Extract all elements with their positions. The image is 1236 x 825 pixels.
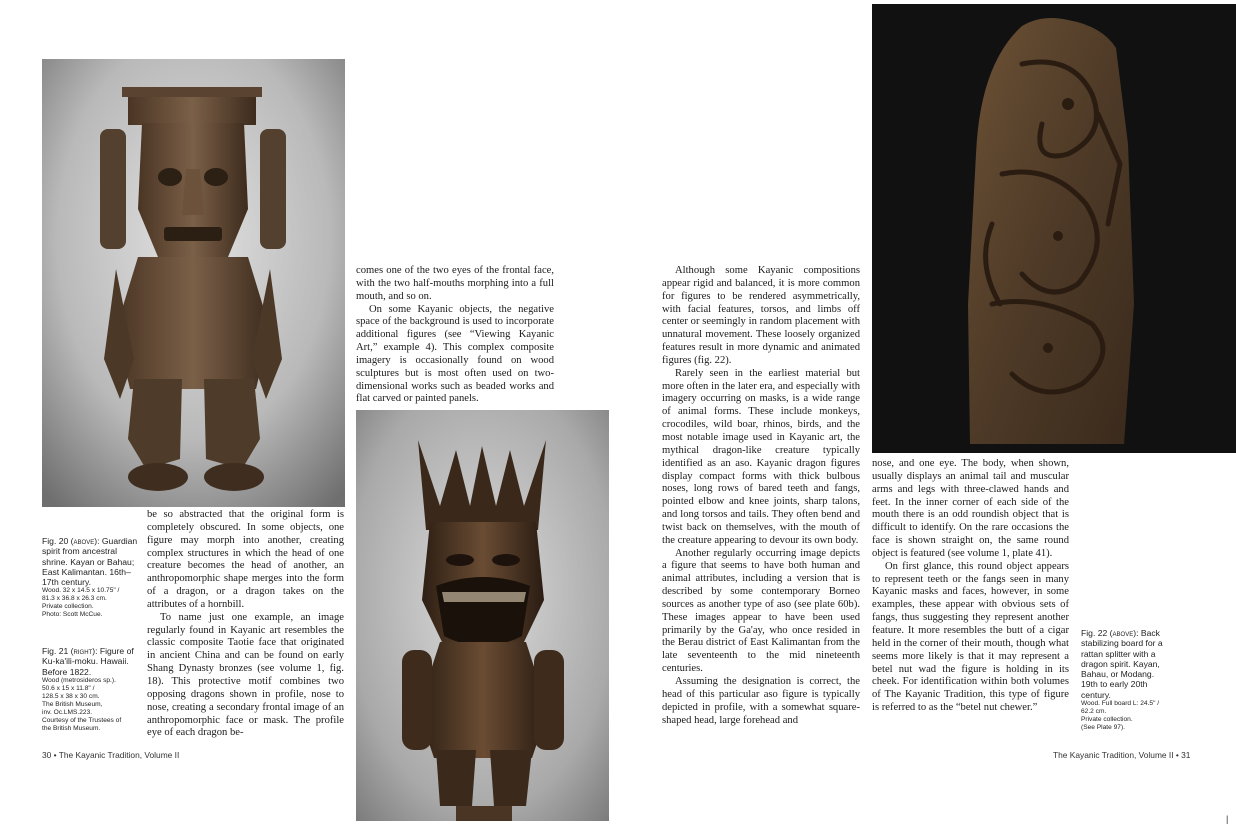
col1-paragraph-1: be so abstracted that the original form is completely obscured. In some objects, one figure may morph into another, creating complex structures in which the head of one creature becomes the head of another, an anthropomorphic shape merges into the form of a dragon, or a dragon takes on the attributes of a hornbill.: [147, 509, 344, 610]
col2-paragraph-2: On some Kayanic objects, the negative space of the background is used to incorporate additional figures (see “Viewing Kayanic Art,” example 4). This complex composite imagery is occasionally found on wood sculptures but is most often used on two-dimensional works such as beaded works and flat carved or painted panels.: [356, 303, 554, 405]
fig21-detail-5: inv. Oc.LMS.223.: [42, 708, 93, 716]
fig22-caption: Fig. 22 (above): Back stabilizing board for a rattan splitter with a dragon spirit. Kayan, Bahau, or Modang. 19th to early 20th century. Wood. Full board L: 24.5" / 62.2 cm. Private collection. (See Plate 97).: [1081, 628, 1173, 732]
col4-paragraph-2: On first glance, this round object appears to represent teeth or the fangs seen in many Kayanic masks and faces, however, in some examples, these appear with obvious sets of fangs, thus suggesting they represent another feature. It more resembles the butt of a cigar held in the corner of their mouth, though what seems more likely is that it may represent a betel nut wad the figure is holding in its cheek. For identification within both volumes of The Kayanic Tradition, this type of figure is referred to as the “betel nut chewer.”: [872, 560, 1069, 714]
fig22-title-2: 19th to early 20th century.: [1081, 679, 1148, 700]
fig22-detail-4: (See Plate 97).: [1081, 724, 1125, 732]
fig21-ku-figure-photo: [356, 410, 609, 821]
fig20-caption: Fig. 20 (above): Guardian spirit from ancestral shrine. Kayan or Bahau; East Kalimantan. 16th–17th century. Wood. 32 x 14.5 x 10.75" / 81.3 x 36.8 x 26.3 cm. Private collection. Photo: Scott McCue.: [42, 536, 138, 619]
fig21-detail-3: 128.5 x 38 x 30 cm.: [42, 692, 100, 700]
text-column-4: [872, 458, 1069, 715]
corner-crop-mark: |: [1226, 814, 1229, 824]
fig22-detail-1: Wood. Full board L: 24.5" /: [1081, 700, 1160, 708]
fig21-detail-6: Courtesy of the Trustees of: [42, 716, 122, 724]
fig22-title-1: Back stabilizing board for a rattan splitter with a dragon spirit. Kayan, Bahau, or Modang.: [1081, 628, 1163, 680]
right-page-folio: The Kayanic Tradition, Volume II • 31: [1053, 750, 1191, 760]
fig21-detail-4: The British Museum,: [42, 700, 103, 708]
fig20-detail-1: Wood. 32 x 14.5 x 10.75" /: [42, 587, 120, 595]
col3-paragraph-1: Although some Kayanic compositions appear rigid and balanced, it is more common for figures to be rendered asymmetrically, with facial features, torsos, and limbs off center or seemingly in random placement with unnatural movement. These loosely organized features result in more dynamic and animated figures (fig. 22).: [662, 265, 860, 366]
text-column-3: [662, 265, 860, 727]
fig21-title-2: Hawaii. Before 1822.: [42, 656, 129, 677]
fig21-detail-1: Wood (metrosideros sp.).: [42, 676, 116, 684]
col3-paragraph-3: Another regularly occurring image depicts a figure that seems to have both human and animal attributes, including a version that is described by some contemporary Borneo sources as another type of aso (see plate 60b). These images appear to have been used primarily by the Ga'ay, who once resided in the Berau district of East Kalimantan from the late seventeenth to the mid nineteenth centuries.: [662, 547, 860, 675]
fig20-detail-4: Photo: Scott McCue.: [42, 611, 103, 619]
fig21-detail-7: the British Museum.: [42, 724, 101, 732]
fig21-position: right: [73, 646, 93, 656]
fig20-guardian-figure-photo: [42, 59, 345, 507]
fig22-position: above: [1112, 628, 1134, 638]
col2-paragraph-1: comes one of the two eyes of the frontal face, with the two half-mouths morphing into a full mouth, and so on.: [356, 265, 554, 302]
fig21-title-1: Figure of Ku-ka'ili-moku.: [42, 646, 134, 667]
fig20-label: Fig. 20: [42, 536, 69, 546]
col4-paragraph-1: nose, and one eye. The body, when shown, usually displays an animal tail and muscular arms and legs with three-clawed hands and feet. In the inner corner of each side of the mouth there is an odd roundish object that is difficult to identify. On the rare occasions the face is shown straight on, the same round object is featured (see volume 1, plate 41).: [872, 458, 1069, 559]
text-column-1: [147, 509, 344, 740]
left-page-folio: 30 • The Kayanic Tradition, Volume II: [42, 750, 180, 760]
fig22-dragon-board-photo: [872, 4, 1236, 453]
fig20-position: above: [73, 536, 95, 546]
fig21-label: Fig. 21: [42, 646, 69, 656]
fig22-label: Fig. 22: [1081, 628, 1108, 638]
fig20-title-2: Kayan or Bahau; East Kalimantan.: [42, 556, 135, 577]
fig22-detail-2: 62.2 cm.: [1081, 708, 1107, 716]
col1-paragraph-2: To name just one example, an image regularly found in Kayanic art resembles the classic composite Taotie face that originated in ancient China and can be found on early Shang Dynasty bronzes (see volume 1, fig. 18). This protective motif combines two opposing dragons shown in profile, nose to nose, creating a secondary frontal image of an anthropomorphic face or mask. The profile eye of each dragon be-: [147, 611, 344, 739]
fig20-title-3: 16th–17th century.: [42, 566, 131, 588]
fig21-detail-2: 50.6 x 15 x 11.8" /: [42, 684, 95, 692]
fig20-detail-2: 81.3 x 36.8 x 26.3 cm.: [42, 595, 107, 603]
fig21-caption: Fig. 21 (right): Figure of Ku-ka'ili-moku. Hawaii. Before 1822. Wood (metrosideros sp.). 50.6 x 15 x 11.8" / 128.5 x 38 x 30 cm. The British Museum, inv. Oc.LMS.223. Courtesy of the Trustees of the British Museum.: [42, 646, 138, 733]
fig20-detail-3: Private collection.: [42, 603, 94, 611]
fig20-title-1: Guardian spirit from ancestral shrine.: [42, 536, 138, 567]
fig22-detail-3: Private collection.: [1081, 716, 1133, 724]
col3-paragraph-4: Assuming the designation is correct, the head of this particular aso figure is typically depicted in profile, with a somewhat square-shaped head, large forehead and: [662, 676, 860, 726]
text-column-2: [356, 265, 554, 406]
col3-paragraph-2: Rarely seen in the earliest material but more often in the later era, and especially with imagery occurring on masks, is a wide range of animal forms. These include monkeys, crocodiles, wild boar, rhinos, birds, and the most notable image used in Kayanic art, the mythical dragon-like creature typically identified as an aso. Kayanic dragon figures display compact forms with thick bulbous noses, long rows of bared teeth and fangs, pointed elbow and knee joints, sharp talons, and long torsos and tails. They often bend and twist back on themselves, with the mouth of the creature appearing to devour its own body.: [662, 367, 860, 546]
